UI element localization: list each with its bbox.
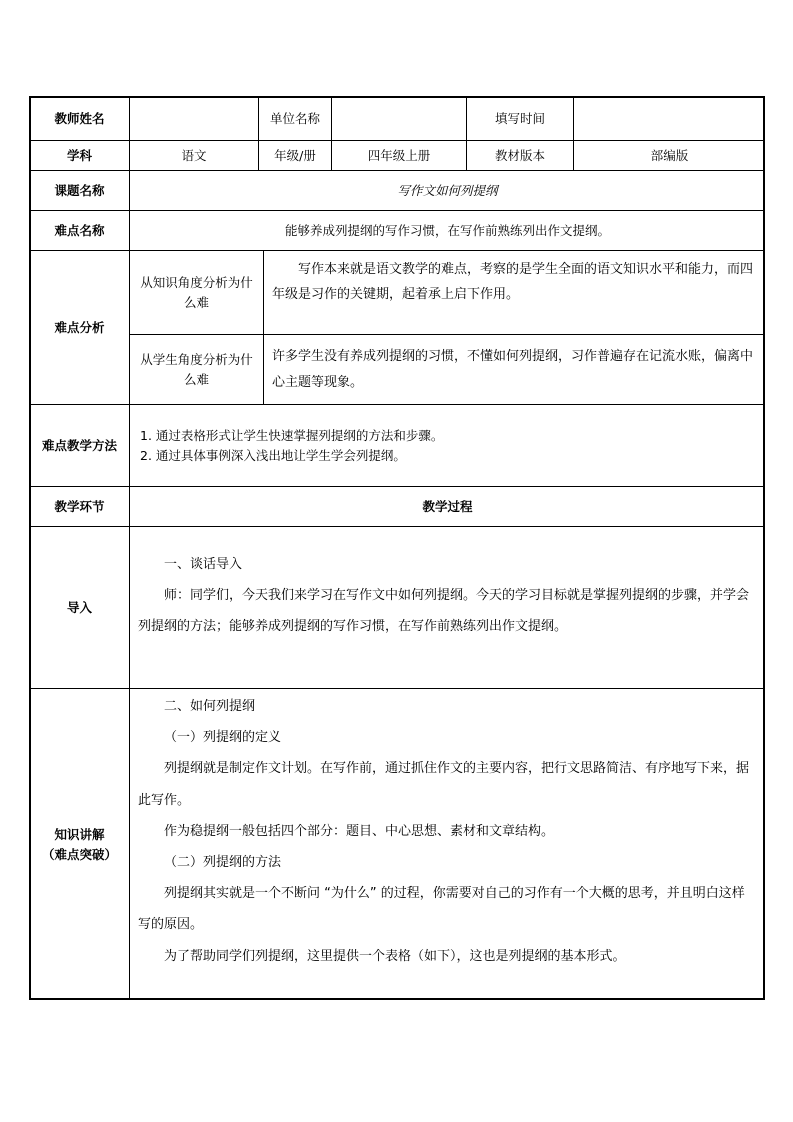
knowledge-paragraph: 列提纲就是制定作文计划。在写作前，通过抓住作文的主要内容，把行文思路简洁、有序地写下来，据此写作。 [138,761,750,808]
unit-name-label: 单位名称 [258,96,331,140]
knowledge-content [129,688,765,1000]
student-angle-label [129,334,263,404]
fill-time-value [573,96,765,140]
unit-name-value [331,96,466,140]
topic-label: 课题名称 [29,170,129,210]
difficulty-value: 能够养成列提纲的写作习惯，在写作前熟练列出作文提纲。 [129,210,765,250]
topic-value: 写作文如何列提纲 [129,170,765,210]
knowledge-paragraph: 作为稳提纲一般包括四个部分：题目、中心思想、素材和文章结构。 [164,823,555,839]
knowledge-heading: 二、如何列提纲 [164,699,256,714]
difficulty-label: 难点名称 [29,210,129,250]
grade-value: 四年级上册 [331,140,466,170]
knowledge-subheading-definition: （一）列提纲的定义 [164,730,282,746]
intro-paragraph: 师：同学们，今天我们来学习在写作文中如何列提纲。今天的学习目标就是掌握列提纲的步骤，并学会列提纲的方法；能够养成列提纲的写作习惯，在写作前熟练列出作文提纲。 [138,588,750,635]
textbook-label: 教材版本 [466,140,573,170]
method-label: 难点教学方法 [29,404,129,486]
lesson-plan-table [29,96,765,1000]
method-list [129,404,765,486]
subject-label: 学科 [29,140,129,170]
knowledge-paragraph: 列提纲其实就是一个不断问 “为什么” 的过程，你需要对自己的习作有一个大概的思考，并且明白这样写的原因。 [138,886,745,933]
method-item: 1. 通过表格形式让学生快速掌握列提纲的方法和步骤。 [140,427,444,443]
fill-time-label: 填写时间 [466,96,573,140]
knowledge-angle-label-text: 从知识角度分析为什么难 [140,274,253,310]
intro-label: 导入 [29,526,129,688]
intro-heading: 一、谈话导入 [164,557,243,572]
analysis-label: 难点分析 [29,250,129,404]
method-item: 2. 通过具体事例深入浅出地让学生学会列提纲。 [140,447,406,463]
subject-value: 语文 [129,140,258,170]
student-angle-paragraph: 许多学生没有养成列提纲的习惯，不懂如何列提纲，习作普遍存在记流水账，偏离中心主题等现象。 [272,349,754,390]
knowledge-subheading-method: （二）列提纲的方法 [164,854,282,870]
grade-label: 年级/册 [258,140,331,170]
knowledge-label [29,688,129,1000]
intro-content [129,526,765,688]
student-angle-label-text: 从学生角度分析为什么难 [140,351,253,387]
student-angle-text [263,334,765,404]
knowledge-angle-text [263,250,765,334]
stage-header: 教学环节 [29,486,129,526]
textbook-value: 部编版 [573,140,765,170]
knowledge-angle-paragraph: 写作本来就是语文教学的难点，考察的是学生全面的语文知识水平和能力，而四年级是习作的关键期，起着承上启下作用。 [272,262,754,303]
knowledge-label-line1: 知识讲解 [54,826,105,842]
teacher-name-label: 教师姓名 [29,96,129,140]
knowledge-angle-label [129,250,263,334]
teacher-name-value [129,96,258,140]
knowledge-label-line2: （难点突破） [41,846,117,862]
knowledge-paragraph: 为了帮助同学们列提纲，这里提供一个表格（如下），这也是列提纲的基本形式。 [164,948,626,964]
process-header: 教学过程 [129,486,765,526]
